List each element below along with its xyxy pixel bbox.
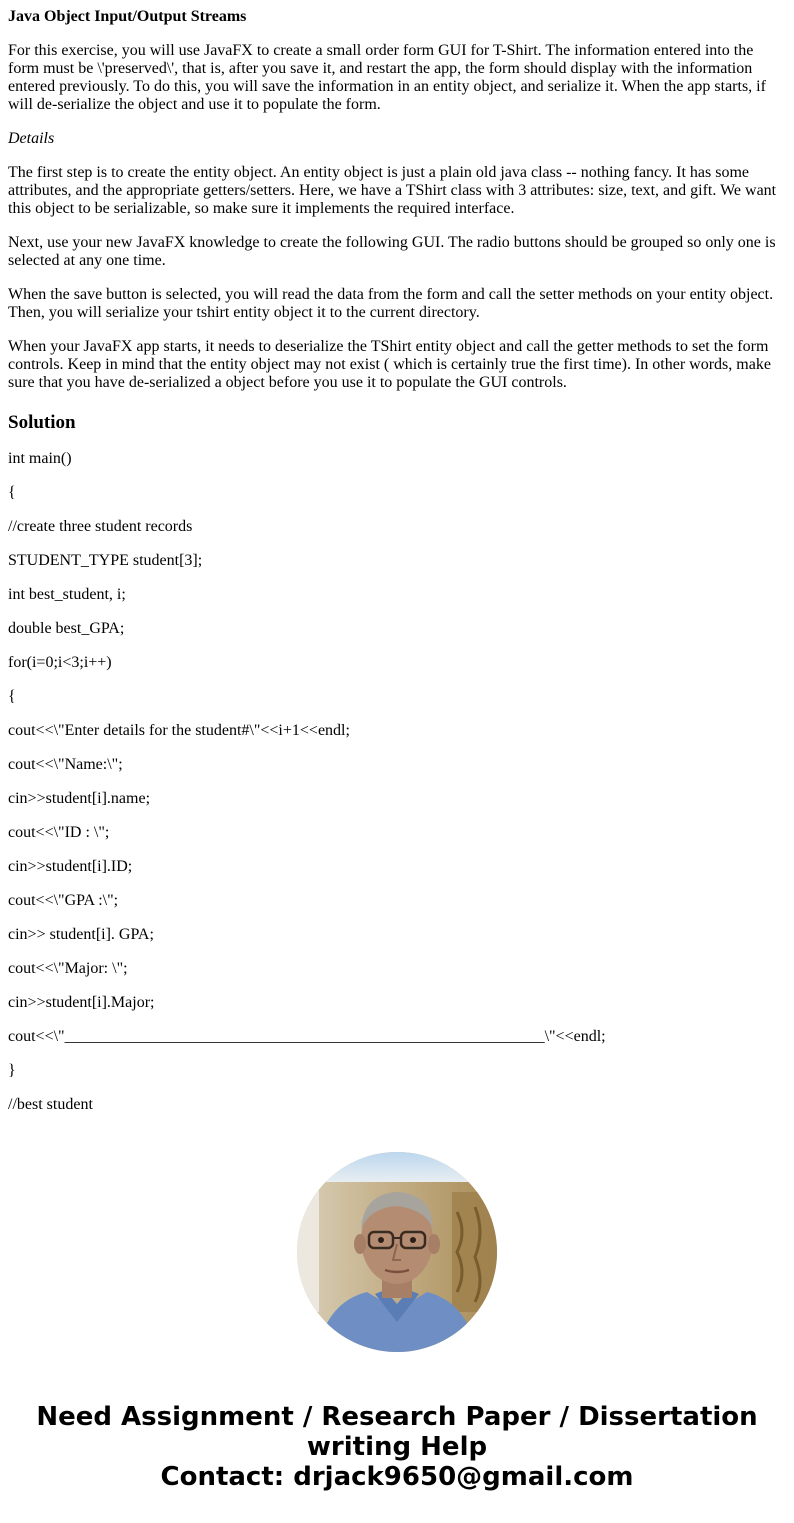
- code-line: int main(): [8, 450, 72, 467]
- code-line: int best_student, i;: [8, 586, 126, 603]
- solution-code: [8, 450, 786, 1114]
- code-line: cout<<\"____________________________________________________________\"<<endl;: [8, 1028, 606, 1045]
- paragraph-startup: When your JavaFX app starts, it needs to deserialize the TShirt entity object and call the getter methods to set the form controls. Keep in mind that the entity object may not exist ( which is certainly true the first time). In other words, make sure that you have de-serialized a object before you use it to populate the GUI controls.: [8, 338, 771, 391]
- solution-heading: Solution: [8, 412, 76, 433]
- promo-line-1: Need Assignment / Research Paper / Dissertation: [36, 1402, 758, 1432]
- question-title: Java Object Input/Output Streams: [8, 8, 247, 25]
- page-content: [8, 8, 786, 1114]
- code-line: cout<<\"Enter details for the student#\"<<i+1<<endl;: [8, 722, 350, 739]
- code-line: cin>>student[i].name;: [8, 790, 151, 807]
- code-line: {: [8, 484, 16, 501]
- details-label: Details: [8, 130, 55, 147]
- code-line: double best_GPA;: [8, 620, 125, 637]
- code-line: cin>>student[i].Major;: [8, 994, 155, 1011]
- promo-line-2: writing Help: [306, 1432, 488, 1462]
- promo-contact: Contact: drjack9650@gmail.com: [160, 1462, 634, 1492]
- code-line: cout<<\"Major: \";: [8, 960, 128, 977]
- code-line: cout<<\"GPA :\";: [8, 892, 119, 909]
- code-line: cin>> student[i]. GPA;: [8, 926, 154, 943]
- paragraph-gui: Next, use your new JavaFX knowledge to create the following GUI. The radio buttons should be grouped so only one is selected at any one time.: [8, 234, 776, 269]
- code-line: cout<<\"Name:\";: [8, 756, 123, 773]
- code-line: }: [8, 1062, 16, 1079]
- intro-paragraph: For this exercise, you will use JavaFX to create a small order form GUI for T-Shirt. The information entered into the form must be \'preserved\', that is, after you save it, and restart the app, the form should display with the information entered previously. To do this, you will save the information in an entity object, and serialize it. When the app starts, if will de-serialize the object and use it to populate the form.: [8, 42, 766, 113]
- code-line: STUDENT_TYPE student[3];: [8, 552, 203, 569]
- promo-text: [0, 1402, 794, 1492]
- code-line: cout<<\"ID : \";: [8, 824, 110, 841]
- code-line: //create three student records: [8, 518, 193, 535]
- paragraph-save: When the save button is selected, you will read the data from the form and call the setter methods on your entity object. Then, you will serialize your tshirt entity object it to the current directory.: [8, 286, 774, 321]
- code-line: for(i=0;i<3;i++): [8, 654, 112, 671]
- person-photo-icon: [297, 1152, 497, 1352]
- code-line: //best student: [8, 1096, 93, 1113]
- code-line: cin>>student[i].ID;: [8, 858, 133, 875]
- code-line: {: [8, 688, 16, 705]
- paragraph-entity: The first step is to create the entity object. An entity object is just a plain old java class -- nothing fancy. It has some attributes, and the appropriate getters/setters. Here, we have a TShirt class with 3 attributes: size, text, and gift. We want this object to be serializable, so make sure it implements the required interface.: [8, 164, 777, 217]
